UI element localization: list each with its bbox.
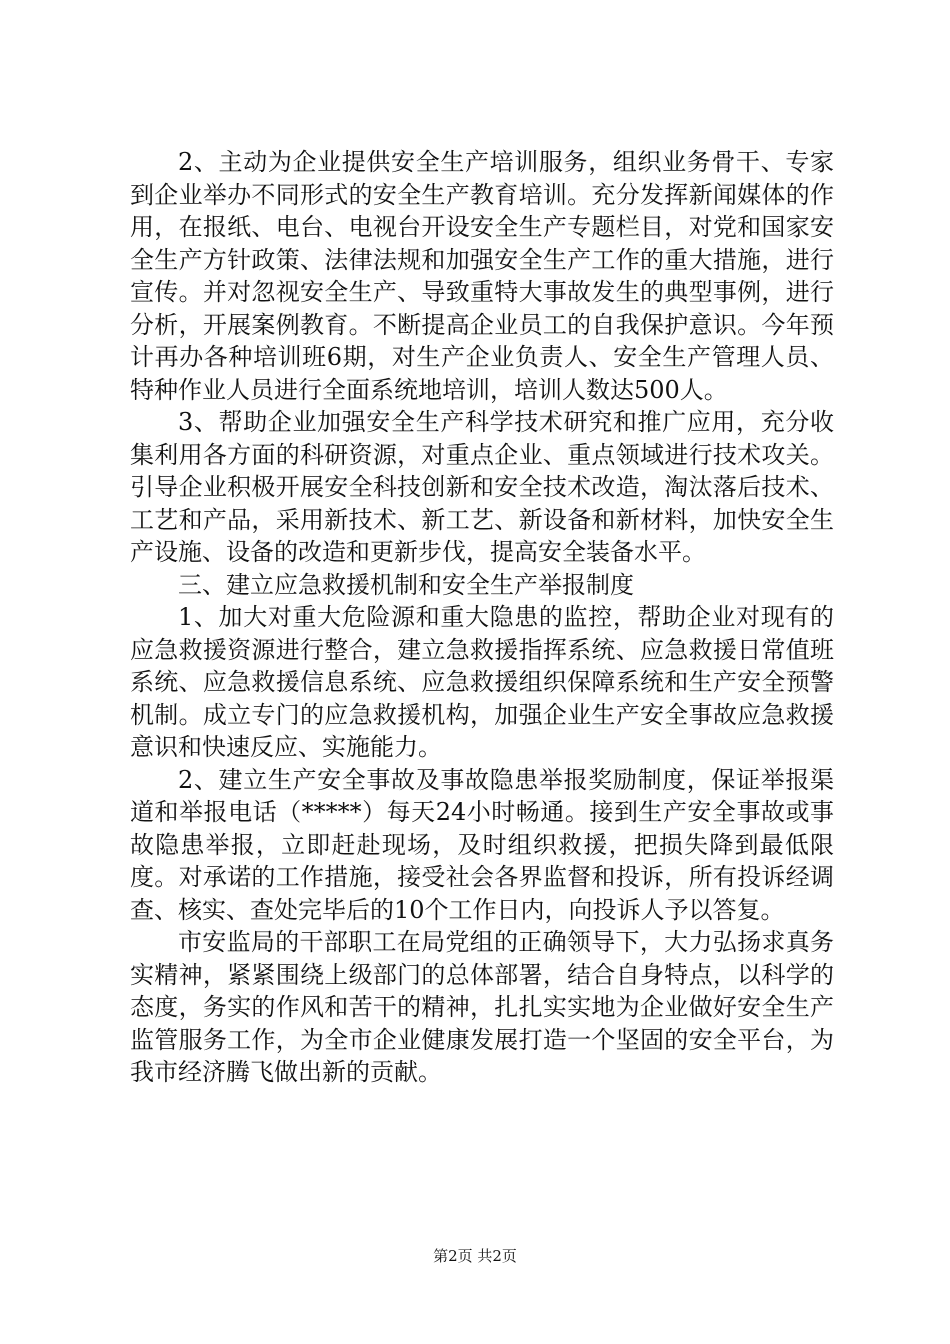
paragraph-training-services: 2、主动为企业提供安全生产培训服务，组织业务骨干、专家到企业举办不同形式的安全生产教育培训。充分发挥新闻媒体的作用，在报纸、电台、电视台开设安全生产专题栏目，对党和国家安全生产方针政策、法律法规和加强安全生产工作的重大措施，进行宣传。并对忽视安全生产、导致重特大事故发生的典型事例，进行分析，开展案例教育。不断提高企业员工的自我保护意识。今年预计再办各种培训班6期，对生产企业负责人、安全生产管理人员、特种作业人员进行全面系统地培训，培训人数达500人。 [130, 148, 834, 404]
paragraph-reporting-system: 2、建立生产安全事故及事故隐患举报奖励制度，保证举报渠道和举报电话（*****）每天24小时畅通。接到生产安全事故或事故隐患举报，立即赶赴现场，及时组织救援，把损失降到最低限度。对承诺的工作措施，接受社会各界监督和投诉，所有投诉经调查、核实、查处完毕后的10个工作日内，向投诉人予以答复。 [130, 765, 834, 924]
page-footer: 第2页 共2页 [433, 1247, 517, 1265]
paragraph-conclusion: 市安监局的干部职工在局党组的正确领导下，大力弘扬求真务实精神，紧紧围绕上级部门的总体部署，结合自身特点，以科学的态度，务实的作风和苦干的精神，扎扎实实地为企业做好安全生产监管服务工作，为全市企业健康发展打造一个坚固的安全平台，为我市经济腾飞做出新的贡献。 [130, 928, 834, 1086]
section-heading-emergency-rescue: 三、建立应急救援机制和安全生产举报制度 [178, 570, 634, 599]
paragraph-emergency-monitoring: 1、加大对重大危险源和重大隐患的监控，帮助企业对现有的应急救援资源进行整合，建立急救援指挥系统、应急救援日常值班系统、应急救援信息系统、应急救援组织保障系统和生产安全预警机制。成立专门的应急救援机构，加强企业生产安全事故应急救援意识和快速反应、实施能力。 [130, 603, 834, 761]
document-body [130, 146, 834, 1089]
paragraph-technology-research: 3、帮助企业加强安全生产科学技术研究和推广应用，充分收集利用各方面的科研资源，对重点企业、重点领域进行技术攻关。引导企业积极开展安全科技创新和安全技术改造，淘汰落后技术、工艺和产品，采用新技术、新工艺、新设备和新材料，加快安全生产设施、设备的改造和更新步伐，提高安全装备水平。 [130, 408, 834, 566]
